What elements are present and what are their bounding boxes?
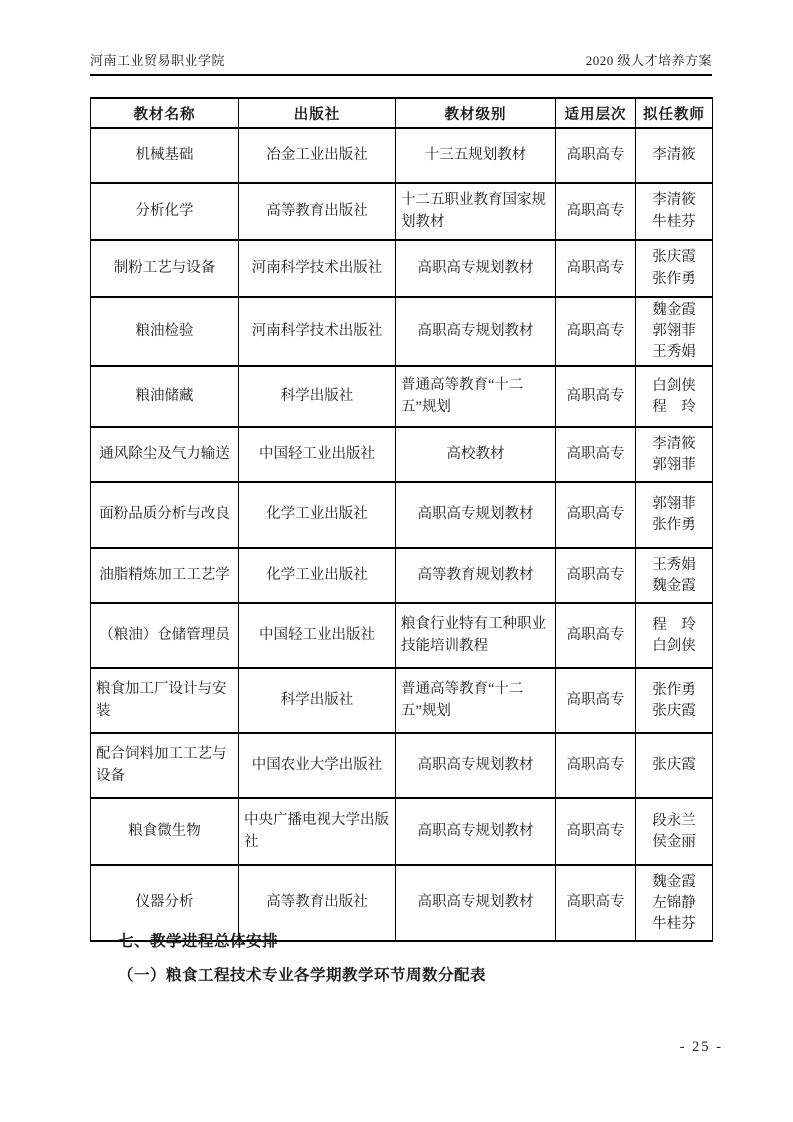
teacher-list <box>652 145 696 166</box>
cell-textbook-name-text: 粮食加工厂设计与安装 <box>96 680 227 719</box>
cell-publisher-text: 科学出版社 <box>280 691 354 708</box>
cell-publisher-text: 冶金工业出版社 <box>266 146 368 163</box>
table-row <box>91 183 713 240</box>
teacher-name: 白剑侠 <box>652 637 696 654</box>
section-heading-main: 七、教学进程总体安排 <box>118 933 279 950</box>
cell-textbook-name <box>91 668 239 733</box>
cell-textbook-name-text: 粮油检验 <box>135 322 194 339</box>
cell-publisher-text: 中国轻工业出版社 <box>259 445 375 462</box>
table-row <box>91 603 713 668</box>
table-body <box>91 128 713 941</box>
cell-textbook-name <box>91 366 239 427</box>
teacher-name: 程 玲 <box>652 616 696 633</box>
cell-publisher-text: 中国轻工业出版社 <box>259 626 375 643</box>
cell-textbook-name-text: 粮食微生物 <box>128 822 201 839</box>
teacher-name: 牛桂芬 <box>652 915 696 932</box>
cell-layer-text: 高职高专 <box>566 387 625 404</box>
table-row <box>91 482 713 548</box>
cell-publisher-text: 科学出版社 <box>280 387 354 404</box>
cell-level <box>396 297 556 366</box>
cell-level-text: 高等教育规划教材 <box>417 566 534 583</box>
cell-teachers <box>636 427 713 482</box>
cell-layer <box>556 427 636 482</box>
cell-textbook-name <box>91 427 239 482</box>
cell-layer-text: 高职高专 <box>566 894 625 911</box>
teacher-list <box>652 755 696 776</box>
cell-textbook-name-text: 粮油储藏 <box>135 387 194 404</box>
teacher-list <box>652 680 696 722</box>
cell-layer <box>556 482 636 548</box>
cell-layer <box>556 183 636 240</box>
column-header-layer: 适用层次 <box>556 98 636 128</box>
cell-level <box>396 240 556 297</box>
cell-textbook-name <box>91 482 239 548</box>
table-header-row <box>91 98 713 128</box>
cell-textbook-name-text: 面粉品质分析与改良 <box>99 506 230 523</box>
cell-publisher <box>239 482 396 548</box>
teacher-name: 李清筱 <box>652 146 696 163</box>
cell-layer-text: 高职高专 <box>566 146 625 163</box>
teacher-name: 段永兰 <box>652 812 696 829</box>
teacher-name: 魏金霞 <box>652 302 696 318</box>
cell-level-text: 普通高等教育“十二五”规划 <box>401 680 524 719</box>
teacher-name: 程 玲 <box>652 398 696 415</box>
teacher-name: 左锦静 <box>652 894 696 911</box>
cell-level-text: 高职高专规划教材 <box>417 894 534 911</box>
cell-level-text: 高职高专规划教材 <box>417 259 534 276</box>
column-header-publisher: 出版社 <box>239 98 396 128</box>
cell-publisher <box>239 240 396 297</box>
cell-layer-text: 高职高专 <box>566 756 625 773</box>
teacher-list <box>652 376 696 418</box>
cell-textbook-name-text: 机械基础 <box>135 146 194 163</box>
cell-layer-text: 高职高专 <box>566 626 625 643</box>
teacher-name: 白剑侠 <box>652 377 696 394</box>
cell-layer-text: 高职高专 <box>566 566 625 583</box>
cell-publisher <box>239 668 396 733</box>
teacher-name: 张作勇 <box>652 270 696 287</box>
cell-level <box>396 183 556 240</box>
cell-textbook-name-text: 通风除尘及气力输送 <box>99 445 230 462</box>
cell-textbook-name <box>91 128 239 183</box>
teacher-name: 王秀娟 <box>652 344 696 361</box>
cell-layer-text: 高职高专 <box>566 259 625 276</box>
cell-teachers <box>636 603 713 668</box>
cell-publisher <box>239 733 396 798</box>
cell-publisher <box>239 427 396 482</box>
cell-layer-text: 高职高专 <box>566 691 625 708</box>
cell-level <box>396 366 556 427</box>
cell-layer <box>556 603 636 668</box>
teacher-name: 郭翎菲 <box>652 323 696 340</box>
cell-level <box>396 603 556 668</box>
cell-teachers <box>636 798 713 865</box>
cell-level-text: 十三五规划教材 <box>424 146 527 163</box>
cell-publisher-text: 化学工业出版社 <box>266 566 368 583</box>
table-row <box>91 240 713 297</box>
cell-teachers <box>636 183 713 240</box>
table-row <box>91 798 713 865</box>
cell-publisher <box>239 798 396 865</box>
cell-publisher-text: 高等教育出版社 <box>266 202 368 219</box>
cell-textbook-name-text: 分析化学 <box>135 202 194 219</box>
header-plan-title: 2020 级人才培养方案 <box>585 53 712 68</box>
cell-layer-text: 高职高专 <box>566 445 625 462</box>
cell-layer <box>556 733 636 798</box>
teacher-name: 侯金丽 <box>652 833 696 850</box>
column-header-level: 教材级别 <box>396 98 556 128</box>
teacher-name: 张作勇 <box>652 517 696 534</box>
teacher-name: 魏金霞 <box>652 873 696 890</box>
table-row <box>91 427 713 482</box>
cell-layer <box>556 548 636 603</box>
teacher-name: 郭翎菲 <box>652 496 696 513</box>
teacher-name: 李清筱 <box>652 192 696 209</box>
cell-layer <box>556 865 636 941</box>
cell-textbook-name-text: 制粉工艺与设备 <box>113 259 216 276</box>
cell-textbook-name <box>91 297 239 366</box>
cell-level-text: 高校教材 <box>446 445 505 462</box>
teacher-name: 牛桂芬 <box>652 213 696 230</box>
cell-level-text: 十二五职业教育国家规划教材 <box>401 191 546 230</box>
textbook-table <box>90 97 713 942</box>
cell-level <box>396 798 556 865</box>
cell-teachers <box>636 865 713 941</box>
table-row <box>91 733 713 798</box>
section-heading-sub: （一）粮食工程技术专业各学期教学环节周数分配表 <box>118 967 487 984</box>
teacher-list <box>652 555 696 597</box>
cell-layer <box>556 240 636 297</box>
teacher-name: 魏金霞 <box>652 577 696 594</box>
cell-level-text: 高职高专规划教材 <box>417 756 534 773</box>
teacher-name: 王秀娟 <box>652 556 696 573</box>
cell-level <box>396 128 556 183</box>
cell-teachers <box>636 733 713 798</box>
teacher-name: 张庆霞 <box>652 757 696 774</box>
cell-level <box>396 427 556 482</box>
teacher-list <box>652 615 696 657</box>
cell-level <box>396 668 556 733</box>
cell-publisher-text: 化学工业出版社 <box>266 506 368 523</box>
teacher-list <box>652 811 696 853</box>
cell-textbook-name-text: 油脂精炼加工工艺学 <box>99 566 230 583</box>
teacher-list <box>652 872 696 935</box>
cell-layer <box>556 128 636 183</box>
table-row <box>91 668 713 733</box>
teacher-name: 李清筱 <box>652 435 696 452</box>
cell-teachers <box>636 128 713 183</box>
cell-layer-text: 高职高专 <box>566 506 625 523</box>
column-header-teacher: 拟任教师 <box>636 98 713 128</box>
cell-publisher <box>239 128 396 183</box>
cell-level <box>396 733 556 798</box>
cell-teachers <box>636 482 713 548</box>
cell-layer <box>556 798 636 865</box>
cell-textbook-name <box>91 733 239 798</box>
page-number: - 25 - <box>679 1039 723 1055</box>
cell-textbook-name <box>91 798 239 865</box>
cell-level <box>396 482 556 548</box>
cell-publisher-text: 河南科学技术出版社 <box>251 259 383 276</box>
cell-publisher-text: 中央广播电视大学出版社 <box>244 811 389 850</box>
teacher-list <box>652 300 696 363</box>
table-row <box>91 366 713 427</box>
teacher-list <box>652 494 696 536</box>
cell-publisher-text: 中国农业大学出版社 <box>251 756 383 773</box>
cell-textbook-name-text: （粮油）仓储管理员 <box>99 626 230 643</box>
cell-textbook-name <box>91 603 239 668</box>
cell-publisher <box>239 548 396 603</box>
cell-publisher <box>239 603 396 668</box>
table-row <box>91 297 713 366</box>
cell-level-text: 普通高等教育“十二五”规划 <box>401 376 524 415</box>
teacher-name: 张庆霞 <box>652 702 696 719</box>
teacher-name: 张作勇 <box>652 681 696 698</box>
teacher-list <box>652 247 696 289</box>
cell-publisher <box>239 183 396 240</box>
cell-teachers <box>636 668 713 733</box>
cell-layer <box>556 668 636 733</box>
cell-level-text: 高职高专规划教材 <box>417 506 534 523</box>
page-header <box>90 50 712 76</box>
table-row <box>91 548 713 603</box>
cell-layer-text: 高职高专 <box>566 822 625 839</box>
cell-level <box>396 865 556 941</box>
cell-teachers <box>636 548 713 603</box>
teacher-name: 张庆霞 <box>652 249 696 266</box>
cell-layer-text: 高职高专 <box>566 322 625 339</box>
cell-publisher-text: 河南科学技术出版社 <box>251 322 383 339</box>
cell-level-text: 粮食行业特有工种职业技能培训教程 <box>401 615 546 654</box>
cell-teachers <box>636 240 713 297</box>
cell-layer-text: 高职高专 <box>566 202 625 219</box>
column-header-textbook-name: 教材名称 <box>91 98 239 128</box>
cell-teachers <box>636 366 713 427</box>
cell-level-text: 高职高专规划教材 <box>417 822 534 839</box>
cell-textbook-name <box>91 548 239 603</box>
cell-publisher <box>239 297 396 366</box>
header-school-name: 河南工业贸易职业学院 <box>90 53 226 68</box>
cell-publisher-text: 高等教育出版社 <box>266 894 368 911</box>
teacher-name: 郭翎菲 <box>652 456 696 473</box>
cell-layer <box>556 366 636 427</box>
cell-textbook-name-text: 配合饲料加工工艺与设备 <box>96 745 227 784</box>
cell-textbook-name-text: 仪器分析 <box>135 894 194 911</box>
cell-textbook-name <box>91 183 239 240</box>
cell-textbook-name <box>91 240 239 297</box>
table-row <box>91 128 713 183</box>
cell-level <box>396 548 556 603</box>
cell-teachers <box>636 297 713 366</box>
cell-layer <box>556 297 636 366</box>
cell-publisher <box>239 366 396 427</box>
table-header <box>91 98 713 128</box>
teacher-list <box>652 190 696 232</box>
teacher-list <box>652 434 696 476</box>
cell-level-text: 高职高专规划教材 <box>417 322 534 339</box>
